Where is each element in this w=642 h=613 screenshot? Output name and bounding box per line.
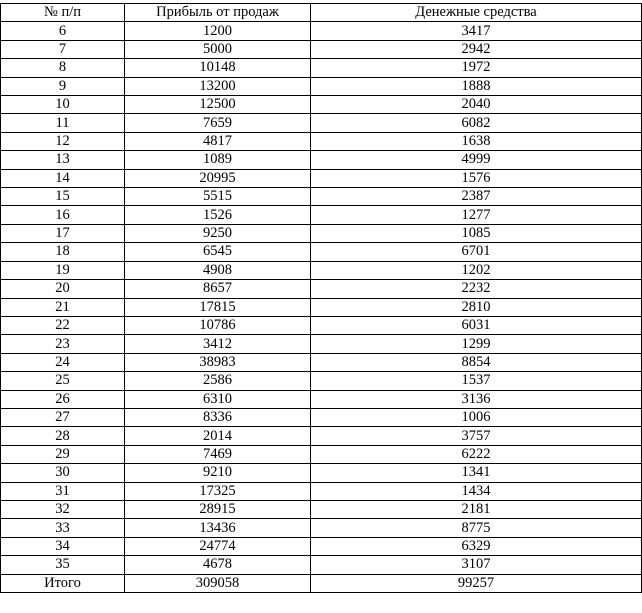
row-cash: 6031 (311, 316, 642, 334)
table-row (1, 206, 642, 224)
row-sales-profit: 6310 (125, 390, 311, 408)
table-body (1, 22, 642, 574)
table-row (1, 40, 642, 58)
header-sales-profit: Прибыль от продаж (125, 4, 311, 22)
row-sales-profit: 1526 (125, 206, 311, 224)
row-number: 30 (1, 464, 125, 482)
table-row (1, 132, 642, 150)
row-number: 17 (1, 224, 125, 242)
table-row (1, 280, 642, 298)
row-number: 20 (1, 280, 125, 298)
row-number: 16 (1, 206, 125, 224)
table-row (1, 464, 642, 482)
row-cash: 2181 (311, 500, 642, 518)
table-row (1, 335, 642, 353)
row-sales-profit: 2014 (125, 427, 311, 445)
table-row (1, 427, 642, 445)
total-label: Итого (1, 574, 125, 592)
table-row (1, 224, 642, 242)
row-sales-profit: 9250 (125, 224, 311, 242)
row-sales-profit: 13436 (125, 519, 311, 537)
row-cash: 3417 (311, 22, 642, 40)
table-row (1, 537, 642, 555)
row-sales-profit: 28915 (125, 500, 311, 518)
row-sales-profit: 1089 (125, 151, 311, 169)
row-number: 29 (1, 445, 125, 463)
row-cash: 6701 (311, 243, 642, 261)
row-sales-profit: 10786 (125, 316, 311, 334)
row-cash: 1341 (311, 464, 642, 482)
row-cash: 3757 (311, 427, 642, 445)
row-sales-profit: 6545 (125, 243, 311, 261)
row-sales-profit: 4908 (125, 261, 311, 279)
total-row (1, 574, 642, 592)
table-row (1, 114, 642, 132)
row-cash: 1638 (311, 132, 642, 150)
row-sales-profit: 38983 (125, 353, 311, 371)
row-sales-profit: 5000 (125, 40, 311, 58)
row-cash: 1972 (311, 59, 642, 77)
row-number: 32 (1, 500, 125, 518)
row-cash: 4999 (311, 151, 642, 169)
row-cash: 2232 (311, 280, 642, 298)
row-cash: 1085 (311, 224, 642, 242)
row-number: 34 (1, 537, 125, 555)
row-cash: 1434 (311, 482, 642, 500)
row-sales-profit: 20995 (125, 169, 311, 187)
row-number: 31 (1, 482, 125, 500)
total-sales-profit: 309058 (125, 574, 311, 592)
row-number: 26 (1, 390, 125, 408)
row-number: 35 (1, 556, 125, 574)
row-cash: 1006 (311, 408, 642, 426)
row-sales-profit: 13200 (125, 77, 311, 95)
row-number: 10 (1, 96, 125, 114)
table-row (1, 243, 642, 261)
header-number: № п/п (1, 4, 125, 22)
row-number: 24 (1, 353, 125, 371)
row-number: 28 (1, 427, 125, 445)
row-number: 15 (1, 188, 125, 206)
row-number: 27 (1, 408, 125, 426)
table-row (1, 390, 642, 408)
row-number: 9 (1, 77, 125, 95)
row-number: 25 (1, 372, 125, 390)
row-sales-profit: 5515 (125, 188, 311, 206)
row-cash: 1299 (311, 335, 642, 353)
row-sales-profit: 24774 (125, 537, 311, 555)
row-cash: 1277 (311, 206, 642, 224)
row-cash: 3136 (311, 390, 642, 408)
row-cash: 2040 (311, 96, 642, 114)
row-sales-profit: 2586 (125, 372, 311, 390)
row-number: 13 (1, 151, 125, 169)
total-cash: 99257 (311, 574, 642, 592)
table-row (1, 261, 642, 279)
data-table (0, 3, 642, 593)
table-row (1, 482, 642, 500)
row-sales-profit: 3412 (125, 335, 311, 353)
row-number: 14 (1, 169, 125, 187)
row-cash: 1888 (311, 77, 642, 95)
row-sales-profit: 4678 (125, 556, 311, 574)
row-sales-profit: 8657 (125, 280, 311, 298)
table-row (1, 500, 642, 518)
row-sales-profit: 10148 (125, 59, 311, 77)
row-cash: 3107 (311, 556, 642, 574)
table-row (1, 556, 642, 574)
data-table-container (0, 3, 642, 593)
row-number: 22 (1, 316, 125, 334)
row-number: 12 (1, 132, 125, 150)
table-row (1, 169, 642, 187)
row-cash: 2942 (311, 40, 642, 58)
row-cash: 1576 (311, 169, 642, 187)
table-row (1, 298, 642, 316)
table-row (1, 445, 642, 463)
table-row (1, 372, 642, 390)
row-sales-profit: 17325 (125, 482, 311, 500)
row-number: 21 (1, 298, 125, 316)
row-sales-profit: 8336 (125, 408, 311, 426)
row-sales-profit: 1200 (125, 22, 311, 40)
row-sales-profit: 12500 (125, 96, 311, 114)
header-row (1, 4, 642, 22)
table-row (1, 316, 642, 334)
table-row (1, 188, 642, 206)
row-sales-profit: 17815 (125, 298, 311, 316)
table-row (1, 353, 642, 371)
row-sales-profit: 7659 (125, 114, 311, 132)
row-number: 23 (1, 335, 125, 353)
row-cash: 6082 (311, 114, 642, 132)
table-row (1, 96, 642, 114)
row-number: 18 (1, 243, 125, 261)
row-sales-profit: 9210 (125, 464, 311, 482)
table-row (1, 22, 642, 40)
row-sales-profit: 7469 (125, 445, 311, 463)
row-number: 33 (1, 519, 125, 537)
table-row (1, 408, 642, 426)
row-cash: 8775 (311, 519, 642, 537)
table-row (1, 151, 642, 169)
row-number: 19 (1, 261, 125, 279)
row-cash: 1202 (311, 261, 642, 279)
row-cash: 1537 (311, 372, 642, 390)
row-number: 6 (1, 22, 125, 40)
row-cash: 2810 (311, 298, 642, 316)
row-number: 8 (1, 59, 125, 77)
header-cash: Денежные средства (311, 4, 642, 22)
row-cash: 6222 (311, 445, 642, 463)
table-row (1, 77, 642, 95)
row-cash: 8854 (311, 353, 642, 371)
table-row (1, 519, 642, 537)
row-number: 11 (1, 114, 125, 132)
row-sales-profit: 4817 (125, 132, 311, 150)
row-cash: 2387 (311, 188, 642, 206)
row-number: 7 (1, 40, 125, 58)
row-cash: 6329 (311, 537, 642, 555)
table-row (1, 59, 642, 77)
